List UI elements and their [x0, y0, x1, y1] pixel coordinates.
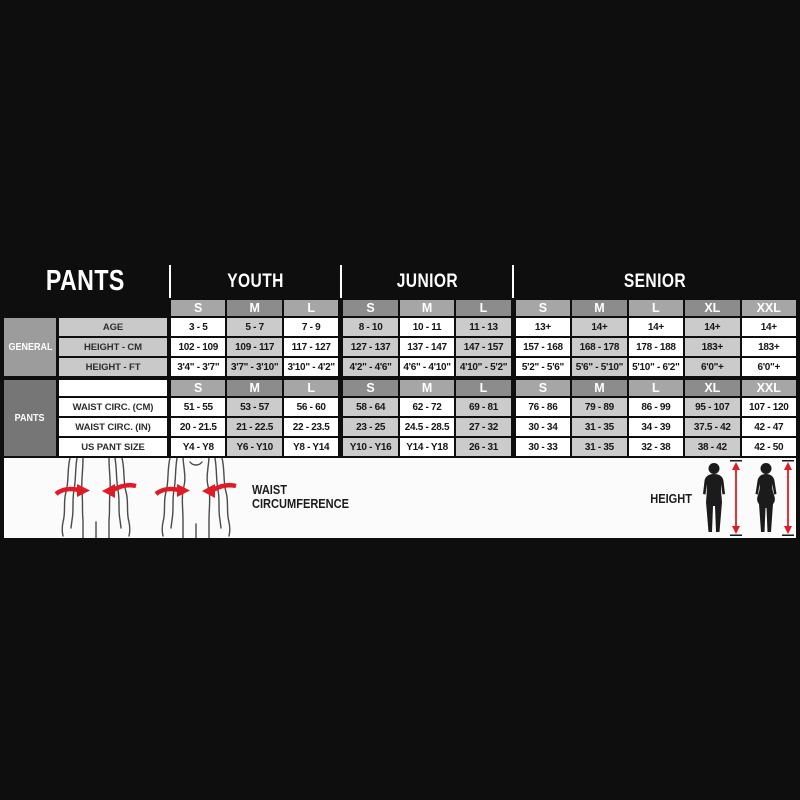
- group-header-senior: SENIOR: [512, 265, 796, 298]
- size-header-cell: L: [284, 300, 338, 316]
- data-cell: 5'2" - 5'6": [516, 358, 570, 376]
- table-row: [59, 438, 796, 456]
- data-cell: 31 - 35: [572, 438, 626, 456]
- data-cell: 4'6" - 4'10": [400, 358, 454, 376]
- data-cell: 32 - 38: [629, 438, 683, 456]
- data-cell: 27 - 32: [456, 418, 510, 436]
- data-cell: 157 - 168: [516, 338, 570, 356]
- data-cell: 3 - 5: [171, 318, 225, 336]
- male-silhouette-icon: [700, 462, 728, 534]
- size-header-cell: M: [227, 300, 281, 316]
- size-header-cell: S: [343, 300, 397, 316]
- female-silhouette-icon: [752, 462, 780, 534]
- data-cell: 24.5 - 28.5: [400, 418, 454, 436]
- waist-circumference-label: WAIST CIRCUMFERENCE: [252, 482, 350, 511]
- data-cell: 4'2" - 4'6": [343, 358, 397, 376]
- size-header-cell: M: [572, 300, 626, 316]
- data-cell: 86 - 99: [629, 398, 683, 416]
- data-cell: 11 - 13: [456, 318, 510, 336]
- data-cell: 14+: [629, 318, 683, 336]
- data-cell: 26 - 31: [456, 438, 510, 456]
- data-cell: 22 - 23.5: [284, 418, 338, 436]
- size-header-cell: L: [629, 380, 683, 396]
- data-cell: Y6 - Y10: [227, 438, 281, 456]
- data-cell: 79 - 89: [572, 398, 626, 416]
- data-cell: 8 - 10: [343, 318, 397, 336]
- size-header-cell: S: [171, 300, 225, 316]
- data-cell: 6'0"+: [742, 358, 796, 376]
- size-header-cell: XL: [685, 300, 739, 316]
- data-cell: 30 - 34: [516, 418, 570, 436]
- section-pants: [4, 380, 796, 456]
- data-cell: 38 - 42: [685, 438, 739, 456]
- data-cell: 7 - 9: [284, 318, 338, 336]
- data-cell: 5'10" - 6'2": [629, 358, 683, 376]
- data-cell: Y4 - Y8: [171, 438, 225, 456]
- row-label: HEIGHT - CM: [59, 338, 167, 356]
- size-header-cell: M: [227, 380, 281, 396]
- data-cell: 95 - 107: [685, 398, 739, 416]
- row-label: WAIST CIRC. (IN): [59, 418, 167, 436]
- data-cell: 3'4" - 3'7": [171, 358, 225, 376]
- data-cell: 30 - 33: [516, 438, 570, 456]
- page-title: PANTS: [46, 265, 125, 297]
- data-cell: 56 - 60: [284, 398, 338, 416]
- data-cell: 31 - 35: [572, 418, 626, 436]
- waist-figure-back-icon: [50, 458, 142, 538]
- data-cell: 14+: [685, 318, 739, 336]
- table-row: [59, 358, 796, 376]
- data-cell: 3'10" - 4'2": [284, 358, 338, 376]
- data-cell: 5 - 7: [227, 318, 281, 336]
- data-cell: 168 - 178: [572, 338, 626, 356]
- data-cell: 4'10" - 5'2": [456, 358, 510, 376]
- section-label-pants: PANTS: [4, 380, 56, 456]
- data-cell: 117 - 127: [284, 338, 338, 356]
- data-cell: Y14 - Y18: [400, 438, 454, 456]
- section-general: [4, 318, 796, 376]
- table-row: [59, 418, 796, 436]
- size-chart-table: [4, 265, 796, 460]
- waist-figure-front-icon: [150, 458, 242, 538]
- data-cell: 137 - 147: [400, 338, 454, 356]
- size-header-cell: L: [456, 380, 510, 396]
- height-arrow-icon: [782, 460, 794, 536]
- data-cell: 183+: [742, 338, 796, 356]
- data-cell: 42 - 50: [742, 438, 796, 456]
- data-cell: 23 - 25: [343, 418, 397, 436]
- group-header-youth: YOUTH: [169, 265, 340, 298]
- data-cell: 53 - 57: [227, 398, 281, 416]
- data-cell: 10 - 11: [400, 318, 454, 336]
- table-row: [59, 338, 796, 356]
- data-cell: 147 - 157: [456, 338, 510, 356]
- data-cell: 62 - 72: [400, 398, 454, 416]
- size-header-cell: XXL: [742, 380, 796, 396]
- data-cell: 183+: [685, 338, 739, 356]
- data-cell: 58 - 64: [343, 398, 397, 416]
- size-header-cell: XL: [685, 380, 739, 396]
- row-label: AGE: [59, 318, 167, 336]
- data-cell: 6'0"+: [685, 358, 739, 376]
- size-header-spacer: [59, 380, 167, 396]
- size-header-row: [4, 300, 796, 316]
- data-cell: Y10 - Y16: [343, 438, 397, 456]
- row-label: WAIST CIRC. (CM): [59, 398, 167, 416]
- data-cell: 14+: [742, 318, 796, 336]
- data-cell: Y8 - Y14: [284, 438, 338, 456]
- title-cell: [4, 265, 167, 298]
- size-header-cell: S: [343, 380, 397, 396]
- size-header-cell: L: [284, 380, 338, 396]
- row-label: US PANT SIZE: [59, 438, 167, 456]
- table-row: [59, 398, 796, 416]
- size-header-cell: S: [171, 380, 225, 396]
- height-arrow-icon: [730, 460, 742, 536]
- size-header-cell: M: [572, 380, 626, 396]
- data-cell: 37.5 - 42: [685, 418, 739, 436]
- data-cell: 76 - 86: [516, 398, 570, 416]
- data-cell: 109 - 117: [227, 338, 281, 356]
- size-header-row-pants: [59, 380, 796, 396]
- chart-header-row: [4, 265, 796, 298]
- data-cell: 178 - 188: [629, 338, 683, 356]
- data-cell: 34 - 39: [629, 418, 683, 436]
- data-cell: 127 - 137: [343, 338, 397, 356]
- size-header-cell: L: [629, 300, 683, 316]
- data-cell: 21 - 22.5: [227, 418, 281, 436]
- data-cell: 13+: [516, 318, 570, 336]
- table-row: [59, 318, 796, 336]
- section-label-general: GENERAL: [4, 318, 56, 376]
- size-header-cell: S: [516, 300, 570, 316]
- data-cell: 102 - 109: [171, 338, 225, 356]
- data-cell: 51 - 55: [171, 398, 225, 416]
- legend-strip: [4, 458, 796, 538]
- data-cell: 107 - 120: [742, 398, 796, 416]
- size-header-cell: M: [400, 380, 454, 396]
- size-header-cell: XXL: [742, 300, 796, 316]
- group-header-junior: JUNIOR: [340, 265, 511, 298]
- size-header-cell: S: [516, 380, 570, 396]
- height-label: HEIGHT: [650, 491, 692, 506]
- data-cell: 3'7" - 3'10": [227, 358, 281, 376]
- data-cell: 14+: [572, 318, 626, 336]
- data-cell: 20 - 21.5: [171, 418, 225, 436]
- size-header-cell: M: [400, 300, 454, 316]
- data-cell: 69 - 81: [456, 398, 510, 416]
- size-header-spacer: [4, 300, 167, 316]
- size-header-cell: L: [456, 300, 510, 316]
- row-label: HEIGHT - FT: [59, 358, 167, 376]
- data-cell: 42 - 47: [742, 418, 796, 436]
- data-cell: 5'6" - 5'10": [572, 358, 626, 376]
